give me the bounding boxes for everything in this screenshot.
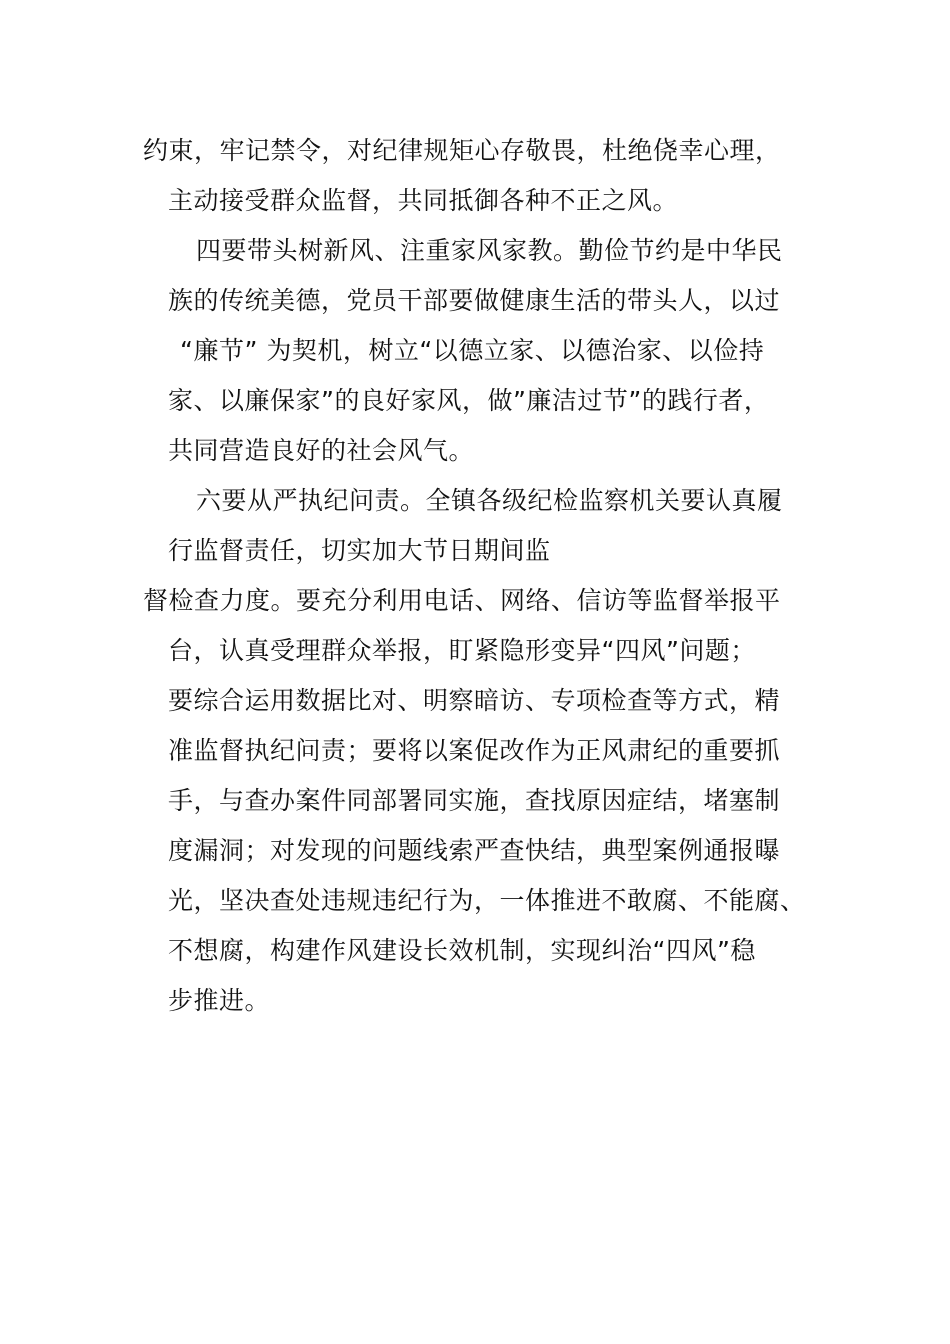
text-line: 不想腐，构建作风建设长效机制，实现纠治“四风”稳 (168, 936, 756, 965)
text-line: 共同营造良好的社会风气。 (168, 436, 475, 465)
text-line: 光，坚决查处违规违纪行为，一体推进不敢腐、不能腐、 (168, 886, 806, 915)
text-line: 督检查力度。要充分利用电话、网络、信访等监督举报平 (143, 586, 781, 615)
text-line: 台，认真受理群众举报，盯紧隐形变异“四风”问题； (168, 636, 756, 665)
text-line: 度漏洞；对发现的问题线索严查快结，典型案例通报曝 (168, 836, 781, 865)
text-line: 手，与查办案件同部署同实施，查找原因症结，堵塞制 (168, 786, 781, 815)
text-line: 家、以廉保家”的良好家风，做”廉洁过节”的践行者， (168, 386, 770, 415)
text-line: 六要从严执纪问责。全镇各级纪检监察机关要认真履 (196, 486, 783, 515)
text-line: 行监督责任，切实加大节日期间监 (168, 536, 551, 565)
text-line: “廉节” 为契机，树立“以德立家、以德治家、以俭持 (180, 336, 765, 365)
text-line: 约束，牢记禁令，对纪律规矩心存敬畏，杜绝侥幸心理， (143, 136, 781, 165)
text-line: 要综合运用数据比对、明察暗访、专项检查等方式，精 (168, 686, 781, 715)
text-line: 准监督执纪问责；要将以案促改作为正风肃纪的重要抓 (168, 736, 781, 765)
text-line: 族的传统美德，党员干部要做健康生活的带头人，以过 (168, 286, 781, 315)
text-line: 步推进。 (168, 986, 271, 1015)
text-line: 主动接受群众监督，共同抵御各种不正之风。 (168, 186, 679, 215)
text-line: 四要带头树新风、注重家风家教。勤俭节约是中华民 (196, 236, 783, 265)
